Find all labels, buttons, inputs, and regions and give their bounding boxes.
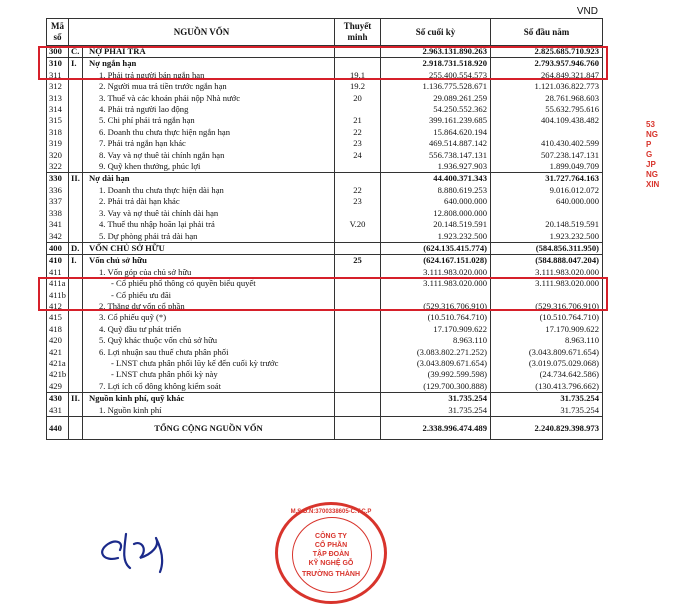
table-row [47,358,603,369]
row-note [335,335,381,346]
header-code: Mã số [47,19,69,46]
row-end-value: 2.963.131.890.263 [381,46,491,58]
row-end-value: 54.250.552.362 [381,104,491,115]
row-begin-value: 640.000.000 [491,196,603,207]
highlight-liabilities [38,46,608,80]
seal-line1: CÔNG TY [315,533,347,540]
row-begin-value: 31.735.254 [491,393,603,405]
row-code: 430 [47,393,69,405]
row-code: 310 [47,58,69,70]
row-code: 420 [47,335,69,346]
row-end-value: 15.864.620.194 [381,127,491,138]
row-note [335,393,381,405]
row-section: I. [69,58,83,70]
row-end-value: (624.135.415.774) [381,242,491,254]
row-label: 9. Quỹ khen thưởng, phúc lợi [83,161,335,173]
row-code: 411 [47,267,69,278]
currency-label: VND [576,6,598,17]
row-label: 7. Phải trả ngắn hạn khác [83,138,335,149]
row-begin-value: 55.632.795.616 [491,104,603,115]
row-note: 21 [335,115,381,126]
row-label: 2. Phải trả dài hạn khác [83,196,335,207]
row-begin-value [491,208,603,219]
row-note [335,104,381,115]
row-end-value: 1.936.927.903 [381,161,491,173]
row-begin-value: 3.111.983.020.000 [491,267,603,278]
table-row [47,312,603,323]
row-label: 2. Người mua trả tiền trước ngắn hạn [83,81,335,92]
row-section [69,231,83,243]
row-section [69,219,83,230]
row-begin-value: 9.016.012.072 [491,185,603,196]
company-seal [275,502,387,604]
row-end-value: 1.136.775.528.671 [381,81,491,92]
row-section [69,138,83,149]
row-label: Nợ ngắn hạn [83,58,335,70]
row-note: 22 [335,185,381,196]
row-end-value: 255.400.554.573 [381,70,491,81]
row-label: 5. Quỹ khác thuộc vốn chủ sở hữu [83,335,335,346]
row-label: - LNST chưa phân phối kỳ này [83,369,335,380]
row-section: C. [69,46,83,58]
row-section [69,358,83,369]
row-end-value: 1.923.232.500 [381,231,491,243]
table-row [47,369,603,380]
row-label: 4. Thuế thu nhập hoãn lại phải trả [83,219,335,230]
row-begin-value: 17.170.909.622 [491,324,603,335]
row-end-value: (3.083.802.271.252) [381,347,491,358]
row-begin-value: (584.888.047.204) [491,255,603,267]
table-row [47,335,603,346]
table-row [47,393,603,405]
row-label: - Cổ phiếu phổ thông có quyền biểu quyết [83,278,335,289]
row-code: 410 [47,255,69,267]
row-begin-value: 1.121.036.822.773 [491,81,603,92]
row-note [335,324,381,335]
row-begin-value: 1.923.232.500 [491,231,603,243]
row-section [69,347,83,358]
row-begin-value: (3.019.075.029.068) [491,358,603,369]
row-section [69,312,83,323]
row-end-value: 8.880.619.253 [381,185,491,196]
row-code: 330 [47,173,69,185]
table-row [47,208,603,219]
table-row [47,127,603,138]
row-code: 314 [47,104,69,115]
row-end-value: 399.161.239.685 [381,115,491,126]
row-section: II. [69,173,83,185]
row-section: D. [69,242,83,254]
row-end-value: 469.514.887.142 [381,138,491,149]
edge-stamp-fragment: 53 NG P G JP NG XIN [646,120,660,189]
row-section [69,161,83,173]
row-note [335,242,381,254]
row-label: - LNST chưa phân phối lũy kế đến cuối kỳ trước [83,358,335,369]
row-section [69,369,83,380]
row-section [69,104,83,115]
row-begin-value: (584.856.311.950) [491,242,603,254]
row-label: 3. Vay và nợ thuê tài chính dài hạn [83,208,335,219]
table-row [47,150,603,161]
row-note [335,161,381,173]
seal-line3: TẬP ĐOÀN [312,551,350,558]
row-begin-value [491,127,603,138]
table-row [47,242,603,254]
row-section [69,381,83,393]
row-begin-value: 28.761.968.603 [491,93,603,104]
row-code: 411a [47,278,69,289]
table-row [47,196,603,207]
balance-sheet-table [46,18,603,440]
row-end-value: (39.992.599.598) [381,369,491,380]
row-end-value: 556.738.147.131 [381,150,491,161]
row-label: 5. Chi phí phải trả ngắn hạn [83,115,335,126]
row-note [335,231,381,243]
row-begin-value: 31.727.764.163 [491,173,603,185]
row-begin-value: 20.148.519.591 [491,219,603,230]
row-section [69,208,83,219]
row-code: 341 [47,219,69,230]
table-row [47,381,603,393]
row-code: 312 [47,81,69,92]
row-label: 6. Lợi nhuận sau thuế chưa phân phối [83,347,335,358]
table-row [47,255,603,267]
row-section [69,127,83,138]
row-label: 1. Phải trả người bán ngắn hạn [83,70,335,81]
row-code: 412 [47,301,69,312]
table-row [47,324,603,335]
table-row [47,138,603,149]
row-code: 415 [47,312,69,323]
table-row [47,185,603,196]
row-end-value: 8.963.110 [381,335,491,346]
row-note: V.20 [335,219,381,230]
total-begin: 2.240.829.398.973 [491,417,603,440]
row-code: 336 [47,185,69,196]
row-note [335,405,381,417]
row-label: 7. Lợi ích cổ đông không kiểm soát [83,381,335,393]
row-begin-value: 2.793.957.946.760 [491,58,603,70]
row-code: 342 [47,231,69,243]
row-note [335,208,381,219]
row-label: 5. Dự phòng phải trả dài hạn [83,231,335,243]
row-note: 19.2 [335,81,381,92]
row-begin-value: (529.316.706.910) [491,301,603,312]
row-label: 3. Cổ phiếu quỹ (*) [83,312,335,323]
row-end-value: (529.316.706.910) [381,301,491,312]
row-code: 421 [47,347,69,358]
signature [90,520,210,580]
seal-line5: TRƯỜNG THÀNH [301,571,361,578]
table-header-row [47,19,603,46]
row-note [335,173,381,185]
row-code: 311 [47,70,69,81]
row-begin-value: 8.963.110 [491,335,603,346]
row-code: 429 [47,381,69,393]
row-note: 25 [335,255,381,267]
row-note [335,358,381,369]
row-begin-value: 264.849.321.847 [491,70,603,81]
table-row [47,405,603,417]
row-label: 8. Vay và nợ thuê tài chính ngắn hạn [83,150,335,161]
header-begin: Số đầu năm [491,19,603,46]
row-end-value: 31.735.254 [381,405,491,417]
row-section [69,81,83,92]
row-end-value: 20.148.519.591 [381,219,491,230]
seal-line4: KỸ NGHỆ GỖ [308,560,354,567]
row-code: 318 [47,127,69,138]
row-section: I. [69,255,83,267]
row-code: 315 [47,115,69,126]
row-note: 24 [335,150,381,161]
row-begin-value: 507.238.147.131 [491,150,603,161]
row-section [69,405,83,417]
row-label: Nguồn kinh phí, quỹ khác [83,393,335,405]
row-note [335,381,381,393]
row-note [335,312,381,323]
row-section [69,115,83,126]
header-source: NGUỒN VỐN [69,19,335,46]
row-end-value: 3.111.983.020.000 [381,267,491,278]
row-label: 6. Doanh thu chưa thực hiện ngắn hạn [83,127,335,138]
table-row [47,93,603,104]
row-label: Vốn chủ sở hữu [83,255,335,267]
row-note [335,369,381,380]
table-row [47,104,603,115]
row-code: 322 [47,161,69,173]
row-label: 1. Nguồn kinh phí [83,405,335,417]
row-end-value: (10.510.764.710) [381,312,491,323]
row-code: 313 [47,93,69,104]
row-label: 1. Doanh thu chưa thực hiện dài hạn [83,185,335,196]
table-row [47,231,603,243]
seal-ring-text: M.S.D.N:3700338605-C.T.C.P [290,509,372,515]
total-label: TỔNG CỘNG NGUỒN VỐN [83,417,335,440]
row-section: II. [69,393,83,405]
total-row [47,417,603,440]
row-label: NỢ PHẢI TRẢ [83,46,335,58]
row-end-value: 12.808.000.000 [381,208,491,219]
table-row [47,347,603,358]
row-code: 418 [47,324,69,335]
highlight-equity [38,277,608,311]
row-begin-value: 31.735.254 [491,405,603,417]
row-end-value: (3.043.809.671.654) [381,358,491,369]
row-begin-value: (24.734.642.586) [491,369,603,380]
row-begin-value: 3.111.983.020.000 [491,278,603,289]
row-code: 431 [47,405,69,417]
row-note: 19.1 [335,70,381,81]
row-section [69,150,83,161]
row-begin-value: 410.430.402.599 [491,138,603,149]
row-code: 421a [47,358,69,369]
row-label: 3. Thuế và các khoản phải nộp Nhà nước [83,93,335,104]
row-label: 2. Thặng dư vốn cổ phần [83,301,335,312]
header-note: Thuyết minh [335,19,381,46]
row-section [69,185,83,196]
total-code: 440 [47,417,69,440]
row-section [69,196,83,207]
row-end-value: (129.700.300.888) [381,381,491,393]
row-begin-value: (3.043.809.671.654) [491,347,603,358]
table-row [47,115,603,126]
row-end-value: 3.111.983.020.000 [381,278,491,289]
row-label: VỐN CHỦ SỞ HỮU [83,242,335,254]
row-label: - Cổ phiếu ưu đãi [83,290,335,301]
row-note: 23 [335,196,381,207]
seal-line2: CỔ PHẦN [314,542,348,549]
row-code: 338 [47,208,69,219]
row-end-value: 44.400.371.343 [381,173,491,185]
row-begin-value: 2.825.685.710.923 [491,46,603,58]
row-section [69,93,83,104]
row-end-value: (624.167.151.028) [381,255,491,267]
row-code: 320 [47,150,69,161]
row-section [69,324,83,335]
row-end-value: 2.918.731.518.920 [381,58,491,70]
row-begin-value: (130.413.796.662) [491,381,603,393]
row-code: 421b [47,369,69,380]
row-code: 319 [47,138,69,149]
row-code: 400 [47,242,69,254]
row-end-value: 29.089.261.259 [381,93,491,104]
table-row [47,173,603,185]
total-end: 2.338.996.474.489 [381,417,491,440]
row-code: 300 [47,46,69,58]
row-begin-value: (10.510.764.710) [491,312,603,323]
header-end: Số cuối kỳ [381,19,491,46]
row-label: Nợ dài hạn [83,173,335,185]
row-end-value: 17.170.909.622 [381,324,491,335]
row-end-value: 31.735.254 [381,393,491,405]
row-note: 20 [335,93,381,104]
row-label: 4. Phải trả người lao động [83,104,335,115]
row-note: 23 [335,138,381,149]
table-row [47,161,603,173]
table-row [47,81,603,92]
row-code: 337 [47,196,69,207]
row-note: 22 [335,127,381,138]
row-begin-value: 404.109.438.482 [491,115,603,126]
row-note [335,347,381,358]
row-code: 411b [47,290,69,301]
row-section [69,335,83,346]
row-label: 1. Vốn góp của chủ sở hữu [83,267,335,278]
row-end-value: 640.000.000 [381,196,491,207]
table-row [47,219,603,230]
row-begin-value: 1.899.049.709 [491,161,603,173]
row-label: 4. Quỹ đầu tư phát triển [83,324,335,335]
